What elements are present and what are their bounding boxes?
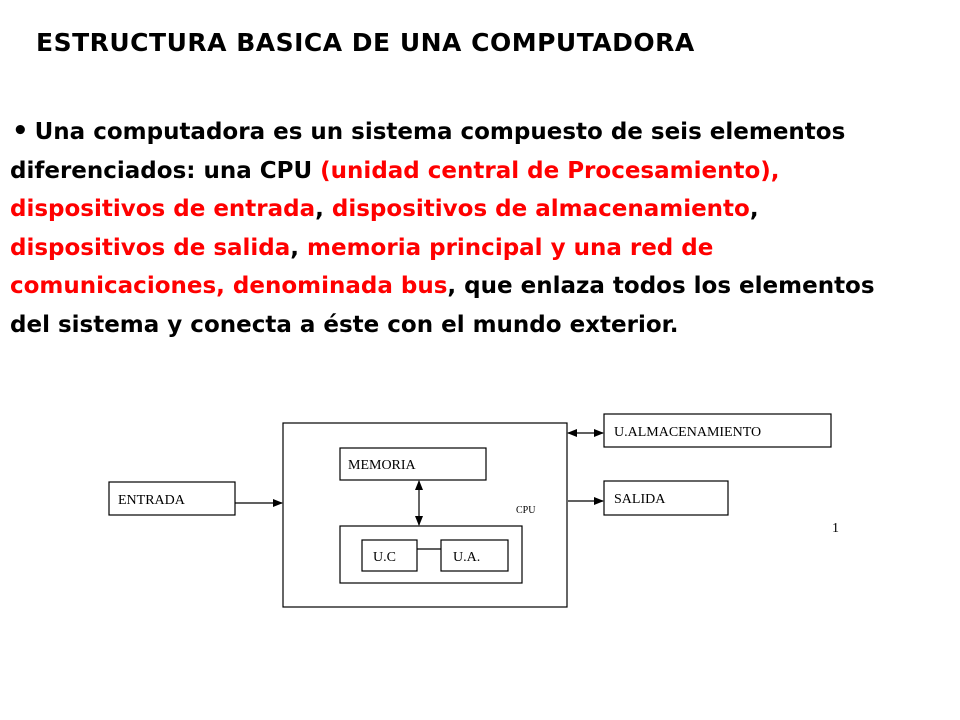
highlight-storage: dispositivos de almacenamiento: [331, 196, 750, 222]
highlight-cpu-definition: (unidad central de Procesamiento), dispositivos de entrada: [10, 157, 780, 222]
bullet-point: •: [12, 116, 29, 146]
ua-label: U.A.: [453, 550, 481, 565]
highlight-output: dispositivos de salida: [10, 234, 291, 261]
text-segment: ,: [290, 234, 308, 261]
memoria-label: MEMORIA: [348, 458, 416, 473]
salida-label: SALIDA: [614, 492, 666, 507]
text-segment: ,: [749, 196, 759, 222]
cpu-label: CPU: [516, 505, 536, 516]
uc-label: U.C: [373, 550, 396, 565]
slide-title: ESTRUCTURA BASICA DE UNA COMPUTADORA: [36, 28, 695, 57]
highlight-memory-bus: memoria principal y una red de comunicaciones, denominada bus: [10, 234, 714, 299]
almacenamiento-label: U.ALMACENAMIENTO: [614, 425, 762, 440]
text-segment: Una computadora es un sistema compuesto de seis elementos diferenciados: una CPU: [10, 119, 846, 184]
entrada-label: ENTRADA: [118, 493, 185, 508]
text-segment: , que enlaza todos los elementos del sistema y conecta a éste con el mundo exterior.: [10, 273, 875, 338]
page-number: 1: [832, 521, 839, 536]
text-segment: ,: [315, 196, 332, 222]
processing-unit-box: [340, 526, 522, 583]
